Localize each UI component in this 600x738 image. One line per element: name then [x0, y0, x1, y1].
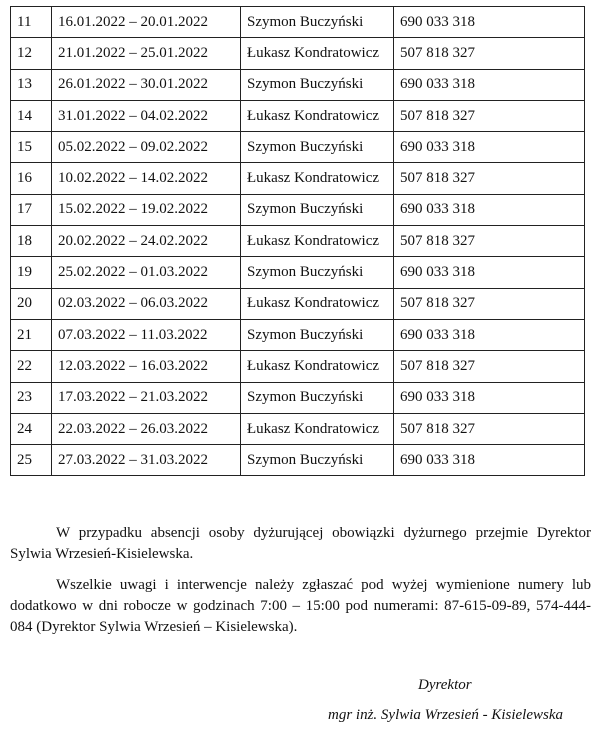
- duty-period: 17.03.2022 – 21.03.2022: [52, 382, 241, 413]
- phone-number: 690 033 318: [394, 319, 585, 350]
- duty-schedule-body: [11, 7, 585, 476]
- table-row: [11, 226, 585, 257]
- phone-number: 507 818 327: [394, 413, 585, 444]
- duty-person: Szymon Buczyński: [241, 69, 394, 100]
- table-row: [11, 100, 585, 131]
- duty-person: Łukasz Kondratowicz: [241, 100, 394, 131]
- table-row: [11, 194, 585, 225]
- table-row: [11, 38, 585, 69]
- duty-person: Szymon Buczyński: [241, 257, 394, 288]
- phone-number: 690 033 318: [394, 382, 585, 413]
- duty-person: Szymon Buczyński: [241, 132, 394, 163]
- table-row: [11, 319, 585, 350]
- table-row: [11, 132, 585, 163]
- duty-schedule-table: [10, 6, 585, 476]
- duty-period: 16.01.2022 – 20.01.2022: [52, 7, 241, 38]
- row-number: 15: [11, 132, 52, 163]
- phone-number: 507 818 327: [394, 163, 585, 194]
- row-number: 16: [11, 163, 52, 194]
- duty-person: Łukasz Kondratowicz: [241, 351, 394, 382]
- signature-title: Dyrektor: [418, 677, 472, 693]
- row-number: 20: [11, 288, 52, 319]
- duty-period: 26.01.2022 – 30.01.2022: [52, 69, 241, 100]
- phone-number: 690 033 318: [394, 132, 585, 163]
- row-number: 17: [11, 194, 52, 225]
- table-row: [11, 163, 585, 194]
- table-row: [11, 288, 585, 319]
- duty-person: Szymon Buczyński: [241, 382, 394, 413]
- absence-paragraph: [10, 523, 591, 565]
- duty-period: 20.02.2022 – 24.02.2022: [52, 226, 241, 257]
- phone-number: 690 033 318: [394, 257, 585, 288]
- duty-period: 25.02.2022 – 01.03.2022: [52, 257, 241, 288]
- duty-person: Łukasz Kondratowicz: [241, 163, 394, 194]
- table-row: [11, 382, 585, 413]
- duty-period: 05.02.2022 – 09.02.2022: [52, 132, 241, 163]
- phone-number: 690 033 318: [394, 7, 585, 38]
- phone-number: 507 818 327: [394, 38, 585, 69]
- duty-period: 12.03.2022 – 16.03.2022: [52, 351, 241, 382]
- phone-number: 690 033 318: [394, 69, 585, 100]
- duty-person: Łukasz Kondratowicz: [241, 288, 394, 319]
- signature-name: mgr inż. Sylwia Wrzesień - Kisielewska: [328, 707, 563, 723]
- duty-person: Szymon Buczyński: [241, 319, 394, 350]
- duty-period: 07.03.2022 – 11.03.2022: [52, 319, 241, 350]
- duty-person: Łukasz Kondratowicz: [241, 413, 394, 444]
- duty-person: Szymon Buczyński: [241, 194, 394, 225]
- row-number: 24: [11, 413, 52, 444]
- row-number: 25: [11, 445, 52, 476]
- row-number: 19: [11, 257, 52, 288]
- row-number: 18: [11, 226, 52, 257]
- duty-person: Łukasz Kondratowicz: [241, 226, 394, 257]
- row-number: 12: [11, 38, 52, 69]
- table-row: [11, 413, 585, 444]
- phone-number: 507 818 327: [394, 351, 585, 382]
- row-number: 21: [11, 319, 52, 350]
- table-row: [11, 351, 585, 382]
- duty-period: 15.02.2022 – 19.02.2022: [52, 194, 241, 225]
- phone-number: 507 818 327: [394, 226, 585, 257]
- row-number: 11: [11, 7, 52, 38]
- duty-period: 21.01.2022 – 25.01.2022: [52, 38, 241, 69]
- table-row: [11, 7, 585, 38]
- duty-person: Łukasz Kondratowicz: [241, 38, 394, 69]
- duty-period: 22.03.2022 – 26.03.2022: [52, 413, 241, 444]
- contact-text: Wszelkie uwagi i interwencje należy zgłaszać pod wyżej wymienione numery lub dodatkowo w dni robocze w godzinach 7:00 – 15:00 pod numerami: 87-615-09-89, 574-444-084 (Dyrektor Sylwia Wrzesień – Kisielewska).: [10, 577, 591, 635]
- duty-period: 27.03.2022 – 31.03.2022: [52, 445, 241, 476]
- row-number: 13: [11, 69, 52, 100]
- row-number: 22: [11, 351, 52, 382]
- duty-period: 31.01.2022 – 04.02.2022: [52, 100, 241, 131]
- duty-period: 10.02.2022 – 14.02.2022: [52, 163, 241, 194]
- contact-paragraph: [10, 575, 591, 638]
- duty-period: 02.03.2022 – 06.03.2022: [52, 288, 241, 319]
- table-row: [11, 257, 585, 288]
- phone-number: 507 818 327: [394, 100, 585, 131]
- duty-person: Szymon Buczyński: [241, 7, 394, 38]
- row-number: 14: [11, 100, 52, 131]
- phone-number: 507 818 327: [394, 288, 585, 319]
- phone-number: 690 033 318: [394, 194, 585, 225]
- table-row: [11, 445, 585, 476]
- duty-person: Szymon Buczyński: [241, 445, 394, 476]
- phone-number: 690 033 318: [394, 445, 585, 476]
- row-number: 23: [11, 382, 52, 413]
- absence-text: W przypadku absencji osoby dyżurującej obowiązki dyżurnego przejmie Dyrektor Sylwia Wrzesień-Kisielewska.: [10, 525, 591, 562]
- table-row: [11, 69, 585, 100]
